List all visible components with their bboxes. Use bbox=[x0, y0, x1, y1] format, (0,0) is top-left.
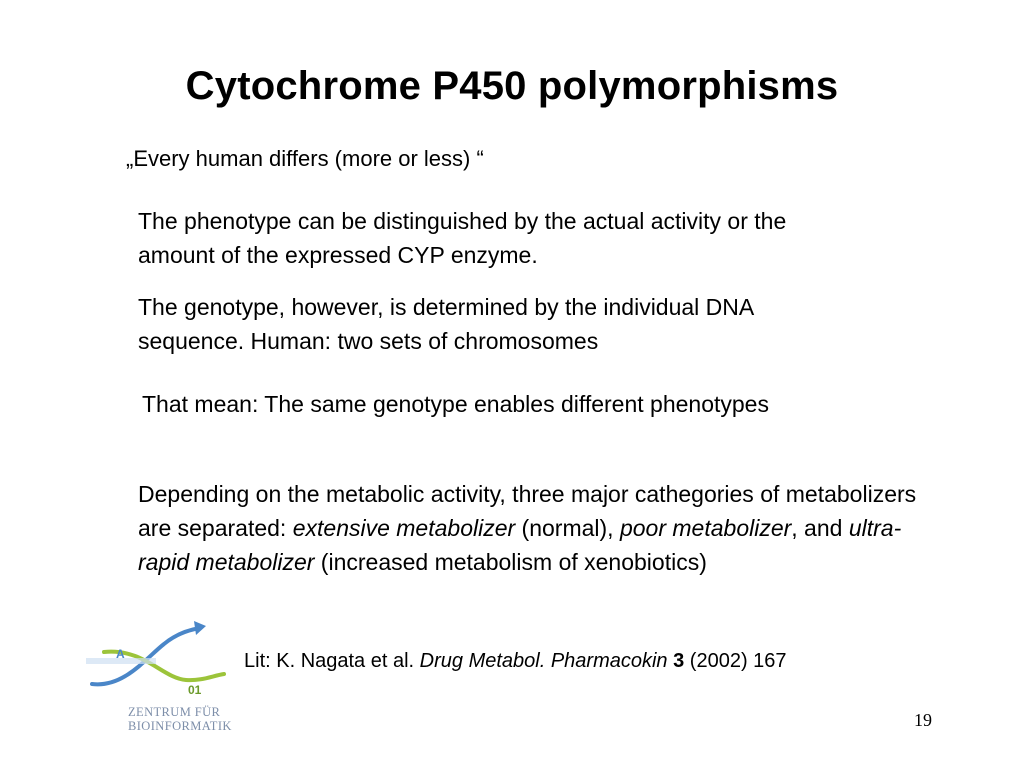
term-ultra-rapid: ultra-rapid metabolizer bbox=[138, 515, 902, 575]
logo-arrow-head bbox=[194, 621, 206, 635]
lit-rest: (2002) 167 bbox=[684, 650, 787, 672]
metabolizers-text-4: (increased metabolism of xenobiotics) bbox=[314, 549, 707, 575]
literature-reference bbox=[244, 650, 787, 673]
paragraph-phenotype: The phenotype can be distinguished by the actual activity or the amount of the expressed CYP enzyme. bbox=[138, 208, 787, 268]
logo-mark-01: 01 bbox=[188, 683, 202, 697]
lit-volume: 3 bbox=[673, 650, 685, 672]
page-number: 19 bbox=[914, 710, 932, 730]
bioinformatik-logo bbox=[84, 618, 244, 740]
logo-text-line2: BIOINFORMATIK bbox=[128, 719, 232, 733]
paragraph-genotype: The genotype, however, is determined by the individual DNA sequence. Human: two sets of chromosomes bbox=[138, 294, 753, 354]
logo-text-line1: ZENTRUM FÜR bbox=[128, 705, 221, 719]
metabolizers-text-2: (normal), bbox=[515, 515, 620, 541]
logo-mark-a: A bbox=[116, 647, 125, 661]
logo-blue-curve bbox=[92, 628, 200, 684]
metabolizers-text-1: Depending on the metabolic activity, three major cathegories of metabolizers are separated: bbox=[138, 481, 917, 541]
lit-journal: Drug Metabol. Pharmacokin bbox=[419, 650, 668, 672]
term-poor: poor metabolizer bbox=[619, 515, 792, 541]
slide-title: Cytochrome P450 polymorphisms bbox=[185, 64, 839, 108]
quote-text: „Every human differs (more or less) “ bbox=[126, 146, 484, 171]
metabolizers-text-3: , and bbox=[791, 515, 849, 541]
lit-prefix: Lit: K. Nagata et al. bbox=[244, 650, 420, 672]
paragraph-same-genotype: That mean: The same genotype enables different phenotypes bbox=[142, 391, 769, 417]
term-extensive: extensive metabolizer bbox=[292, 515, 516, 541]
paragraph-metabolizers bbox=[138, 477, 928, 579]
